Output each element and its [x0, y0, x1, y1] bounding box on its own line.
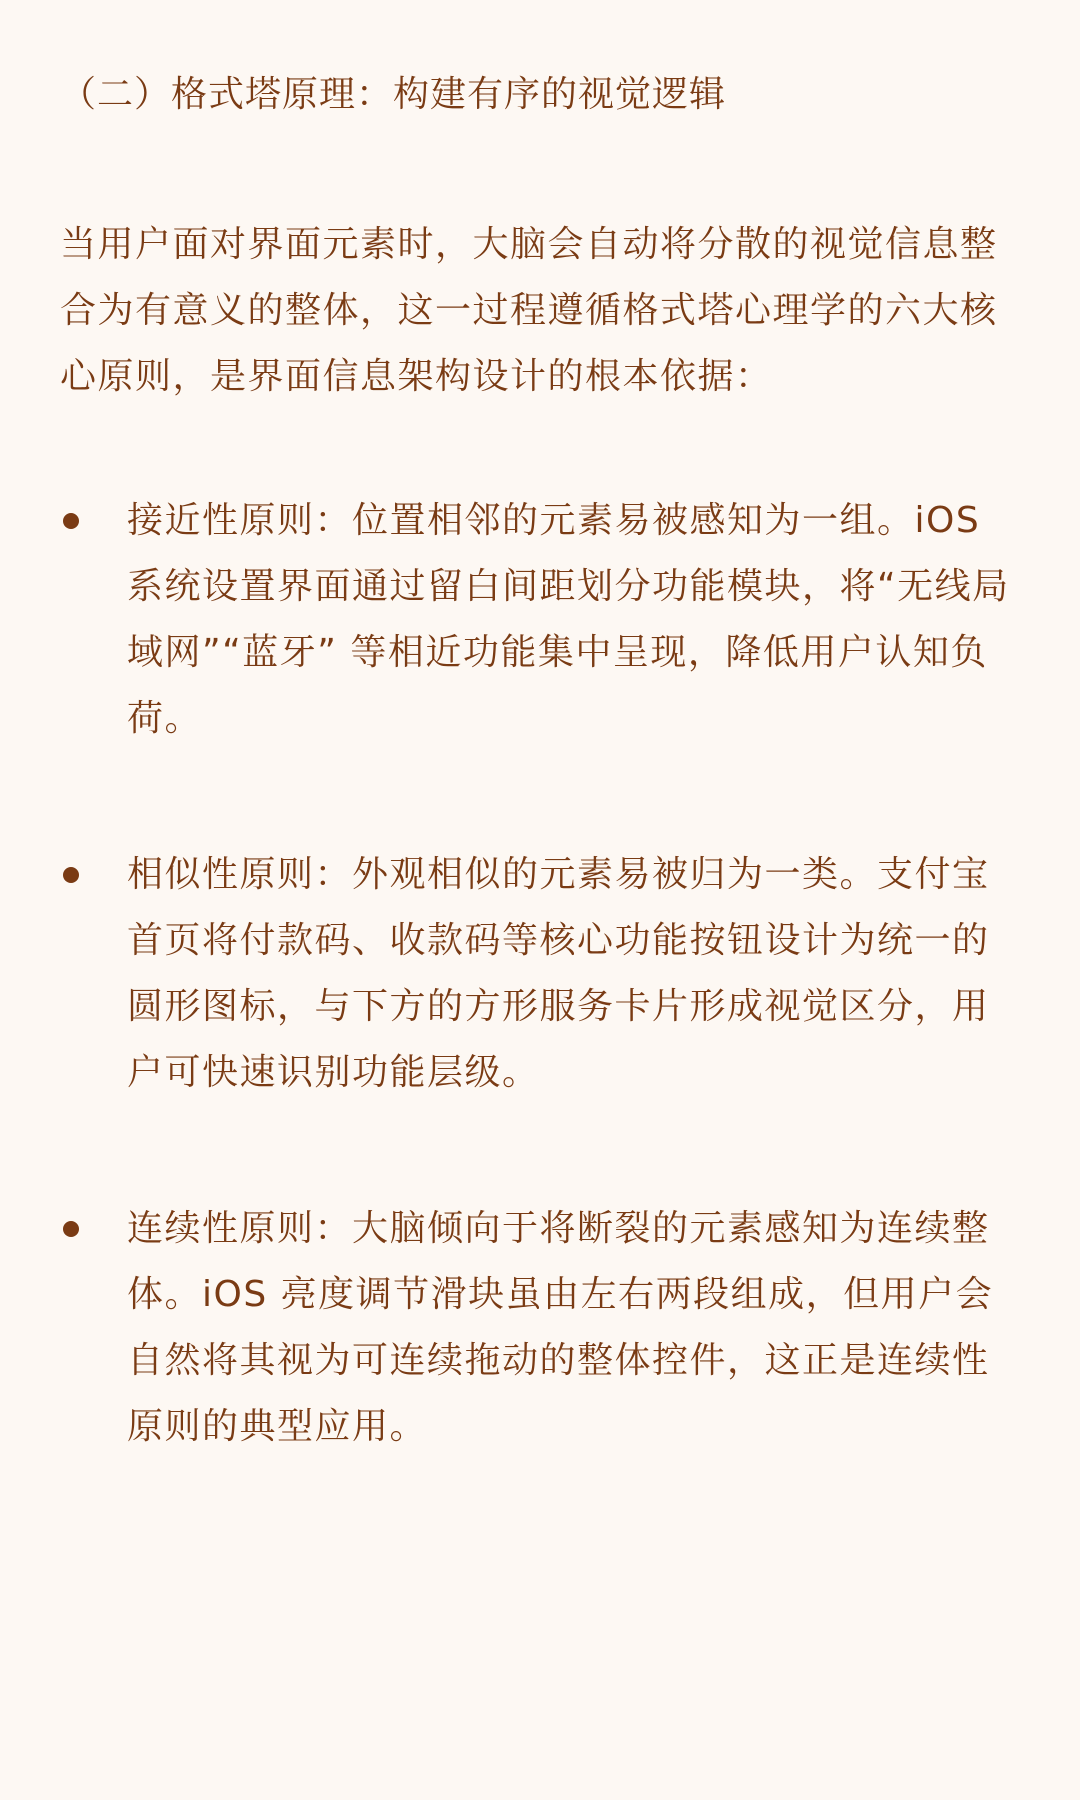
- bullet-dot-icon: [63, 867, 79, 883]
- bullet-dot-icon: [63, 513, 79, 529]
- principles-list: [60, 488, 1020, 1550]
- section-title: （二）格式塔原理：构建有序的视觉逻辑: [60, 74, 727, 115]
- bullet-dot-icon: [63, 1221, 79, 1237]
- list-item-continuity: [60, 1196, 1020, 1460]
- list-item-similarity: [60, 842, 1020, 1106]
- list-item-text: 接近性原则：位置相邻的元素易被感知为一组。iOS 系统设置界面通过留白间距划分功能模块，将“无线局域网”“蓝牙” 等相近功能集中呈现，降低用户认知负荷。: [127, 500, 1010, 739]
- list-item-text: 相似性原则：外观相似的元素易被归为一类。支付宝首页将付款码、收款码等核心功能按钮设计为统一的圆形图标，与下方的方形服务卡片形成视觉区分，用户可快速识别功能层级。: [127, 854, 990, 1093]
- list-item-proximity: [60, 488, 1020, 752]
- list-item-text: 连续性原则：大脑倾向于将断裂的元素感知为连续整体。iOS 亮度调节滑块虽由左右两段组成，但用户会自然将其视为可连续拖动的整体控件，这正是连续性原则的典型应用。: [127, 1208, 994, 1447]
- intro-paragraph: 当用户面对界面元素时，大脑会自动将分散的视觉信息整合为有意义的整体，这一过程遵循格式塔心理学的六大核心原则，是界面信息架构设计的根本依据：: [60, 224, 998, 397]
